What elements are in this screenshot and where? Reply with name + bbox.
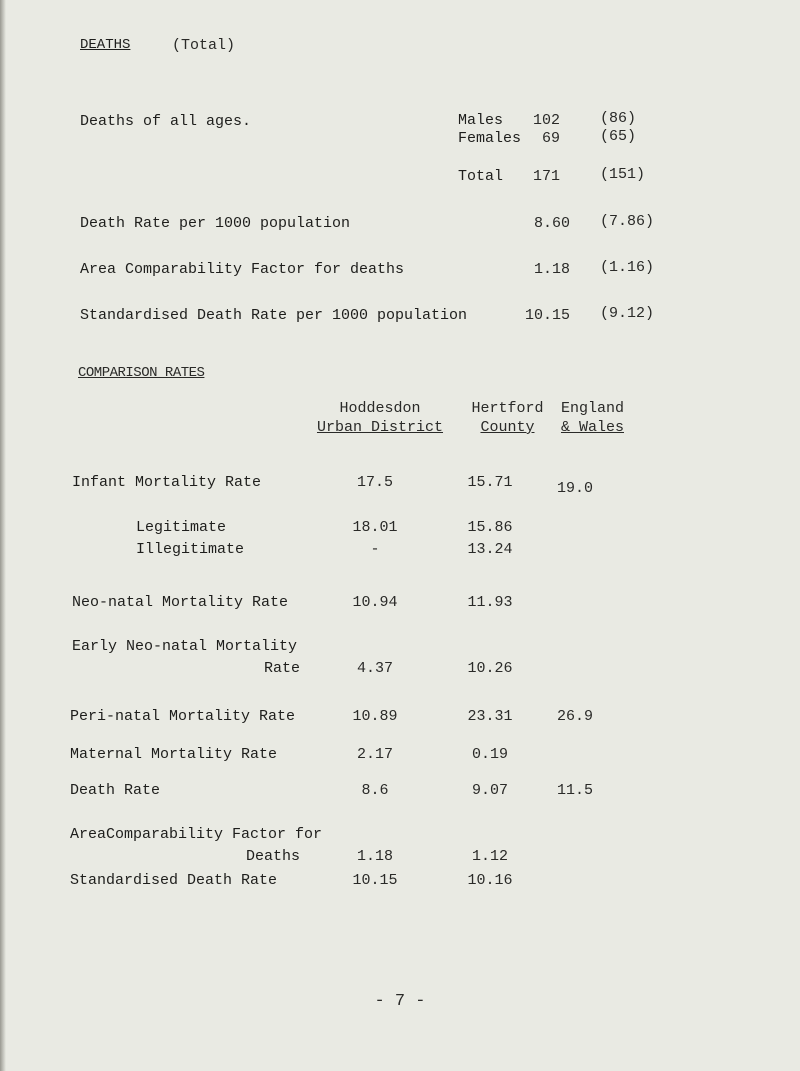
column-header: Hoddesdon: [339, 400, 421, 417]
row-label: Early Neo-natal Mortality: [72, 638, 298, 655]
row-value: 10.15: [352, 872, 398, 889]
row-label-continued: Deaths: [245, 848, 300, 865]
rate-prev: (7.86): [600, 213, 655, 230]
column-header: County: [480, 419, 535, 436]
row-value: 2.17: [356, 746, 393, 763]
row-value: 13.24: [467, 541, 513, 558]
row-value: 11.93: [467, 594, 513, 611]
rate-label: Standardised Death Rate per 1000 population: [80, 307, 468, 324]
rate-value: 1.18: [533, 261, 570, 278]
row-value: 26.9: [556, 708, 593, 725]
row-label-continued: Rate: [263, 660, 300, 677]
row-value: 1.12: [471, 848, 508, 865]
row-label: Peri-natal Mortality Rate: [70, 708, 296, 725]
rate-label: Area Comparability Factor for deaths: [80, 261, 405, 278]
row-label: Standardised Death Rate: [70, 872, 278, 889]
males-value: 102: [532, 112, 560, 129]
row-label: Legitimate: [136, 519, 227, 536]
row-value: 10.89: [352, 708, 398, 725]
row-value: 17.5: [356, 474, 393, 491]
row-value: 1.18: [356, 848, 393, 865]
row-label: Infant Mortality Rate: [72, 474, 262, 491]
females-value: 69: [541, 130, 560, 147]
row-value: 10.94: [352, 594, 398, 611]
row-value: 9.07: [471, 782, 508, 799]
section-title: DEATHS: [80, 37, 131, 53]
males-label: Males: [458, 112, 504, 129]
column-header: England: [560, 400, 624, 417]
total-value: 171: [532, 168, 560, 185]
rate-value: 10.15: [524, 307, 570, 324]
row-value: 18.01: [352, 519, 398, 536]
deaths-label: Deaths of all ages.: [80, 113, 252, 130]
row-value: 15.86: [467, 519, 513, 536]
row-label: Maternal Mortality Rate: [70, 746, 278, 763]
page-edge-shadow: [0, 0, 6, 1071]
row-value: 10.16: [467, 872, 513, 889]
column-header: & Wales: [560, 419, 624, 436]
rate-value: 8.60: [533, 215, 570, 232]
females-label: Females: [458, 130, 522, 147]
row-value: 11.5: [556, 782, 593, 799]
row-value: 23.31: [467, 708, 513, 725]
females-prev: (65): [600, 128, 637, 145]
column-header: Urban District: [316, 419, 444, 436]
row-label: Illegitimate: [136, 541, 245, 558]
rate-prev: (1.16): [600, 259, 655, 276]
column-header: Hertford: [471, 400, 544, 417]
section-subtitle: (Total): [172, 37, 236, 54]
row-label: Death Rate: [70, 782, 161, 799]
comparison-title: COMPARISON RATES: [78, 365, 205, 381]
total-label: Total: [458, 168, 504, 185]
page-number: - 7 -: [374, 992, 426, 1011]
rate-label: Death Rate per 1000 population: [80, 215, 351, 232]
row-value: -: [370, 541, 380, 558]
row-label: AreaComparability Factor for: [70, 826, 323, 843]
row-value: 8.6: [361, 782, 389, 799]
row-label: Neo-natal Mortality Rate: [72, 594, 289, 611]
males-prev: (86): [600, 110, 637, 127]
row-value: 10.26: [467, 660, 513, 677]
row-value: 4.37: [356, 660, 393, 677]
row-value: 15.71: [467, 474, 513, 491]
total-prev: (151): [600, 166, 646, 183]
row-value: 0.19: [471, 746, 508, 763]
row-value: 19.0: [556, 480, 593, 497]
rate-prev: (9.12): [600, 305, 655, 322]
